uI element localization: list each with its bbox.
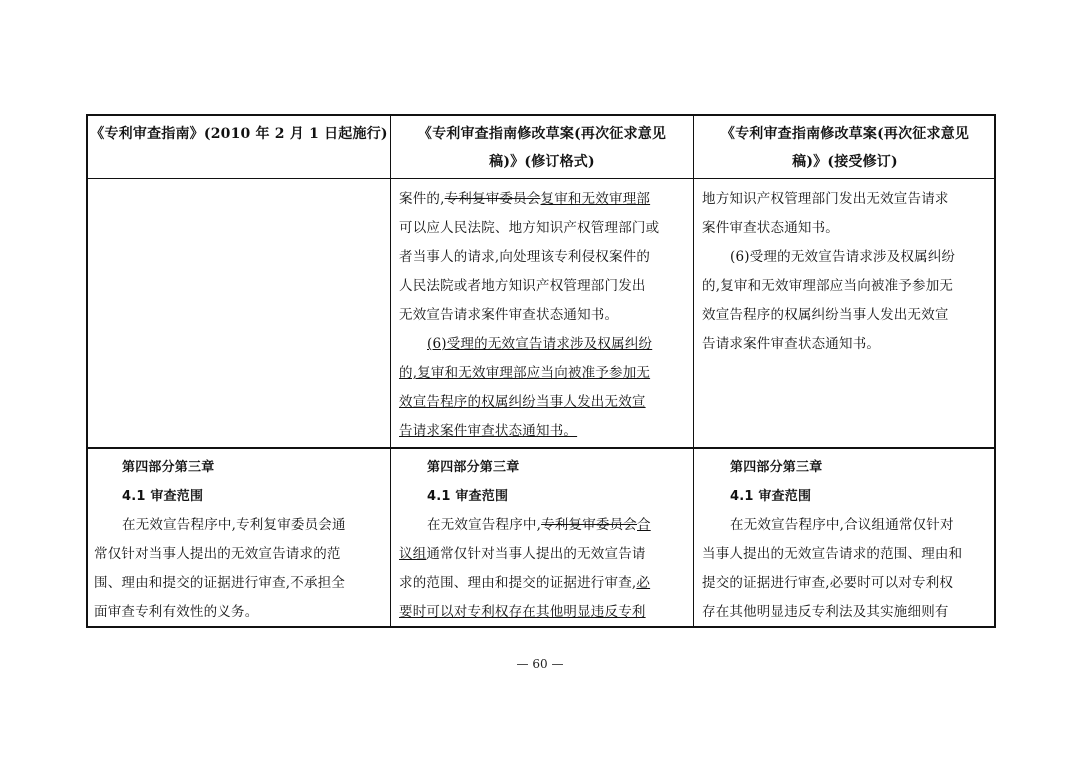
header-col1-text: 《专利审查指南》(2010 年 2 月 1 日起施行) [90, 126, 388, 142]
page-number: — 60 — [516, 657, 564, 671]
header-col3-line2: 稿)》(接受修订) [792, 154, 898, 170]
text-line: 当事人提出的无效宣告请求的范围、理由和 [702, 546, 963, 562]
row1-col2 [399, 185, 689, 446]
deleted-text: 专利复审委员会 [444, 191, 541, 207]
text-line [399, 540, 689, 569]
chapter-heading: 第四部分第三章 [122, 460, 215, 475]
inserted-text: 效宣告程序的权属纠纷当事人发出无效宣 [399, 394, 646, 410]
text-line: 效宣告程序的权属纠纷当事人发出无效宣 [702, 307, 949, 323]
row2-col3 [702, 453, 992, 627]
deleted-text: 专利复审委员会 [541, 517, 637, 533]
row1-col3 [702, 185, 992, 359]
text-line [399, 569, 689, 598]
text-line [399, 511, 689, 540]
text-line [399, 185, 689, 214]
text-run: 通常仅针对当事人提出的无效宣告请 [426, 546, 646, 562]
text-run: 在无效宣告程序中, [427, 517, 542, 533]
inserted-text: 的,复审和无效审理部应当向被准予参加无 [399, 365, 651, 381]
chapter-heading: 第四部分第三章 [730, 460, 823, 475]
inserted-text: 告请求案件审查状态通知书。 [399, 423, 578, 439]
text-run: 求的范围、理由和提交的证据进行审查, [399, 575, 637, 591]
row-divider [88, 447, 994, 449]
inserted-text: 复审和无效审理部 [540, 191, 651, 207]
text-line: 无效宣告请求案件审查状态通知书。 [399, 307, 619, 323]
comparison-table [86, 114, 996, 628]
column-divider [390, 116, 391, 626]
text-line: 围、理由和提交的证据进行审查,不承担全 [94, 575, 346, 591]
header-col2-line2: 稿)》(修订格式) [489, 154, 595, 170]
section-heading: 4.1 审查范围 [427, 489, 509, 504]
text-line: 提交的证据进行审查,必要时可以对专利权 [702, 575, 954, 591]
text-line: 在无效宣告程序中,合议组通常仅针对 [730, 517, 954, 533]
text-line: 人民法院或者地方知识产权管理部门发出 [399, 278, 646, 294]
header-col3 [694, 120, 996, 176]
text-line: 面审查专利有效性的义务。 [94, 604, 259, 620]
inserted-text: 合 [637, 517, 651, 533]
section-heading: 4.1 审查范围 [122, 489, 204, 504]
text-line: 地方知识产权管理部门发出无效宣告请求 [702, 191, 949, 207]
header-col2-line1: 《专利审查指南修改草案(再次征求意见 [417, 126, 667, 142]
row2-col2 [399, 453, 689, 627]
text-line: 的,复审和无效审理部应当向被准予参加无 [702, 278, 954, 294]
text-run: 案件的, [399, 191, 445, 207]
inserted-text: 议组 [399, 546, 427, 562]
header-divider [88, 178, 994, 179]
row2-col1 [94, 453, 386, 627]
text-line: (6)受理的无效宣告请求涉及权属纠纷 [730, 249, 956, 265]
column-divider [693, 116, 694, 626]
inserted-text: 必 [636, 575, 651, 591]
text-line: 常仅针对当事人提出的无效宣告请求的范 [94, 546, 341, 562]
header-col1 [88, 120, 390, 148]
text-line: 告请求案件审查状态通知书。 [702, 336, 881, 352]
text-line: 案件审查状态通知书。 [702, 220, 839, 236]
header-col3-line1: 《专利审查指南修改草案(再次征求意见 [720, 126, 970, 142]
text-line: 者当事人的请求,向处理该专利侵权案件的 [399, 249, 651, 265]
section-heading: 4.1 审查范围 [730, 489, 812, 504]
chapter-heading: 第四部分第三章 [427, 460, 520, 475]
text-line: 可以应人民法院、地方知识产权管理部门或 [399, 220, 660, 236]
inserted-text: 要时可以对专利权存在其他明显违反专利 [399, 604, 646, 620]
header-col2 [391, 120, 693, 176]
inserted-text: (6)受理的无效宣告请求涉及权属纠纷 [427, 336, 653, 352]
text-line: 存在其他明显违反专利法及其实施细则有 [702, 604, 949, 620]
text-line: 在无效宣告程序中,专利复审委员会通 [122, 517, 346, 533]
